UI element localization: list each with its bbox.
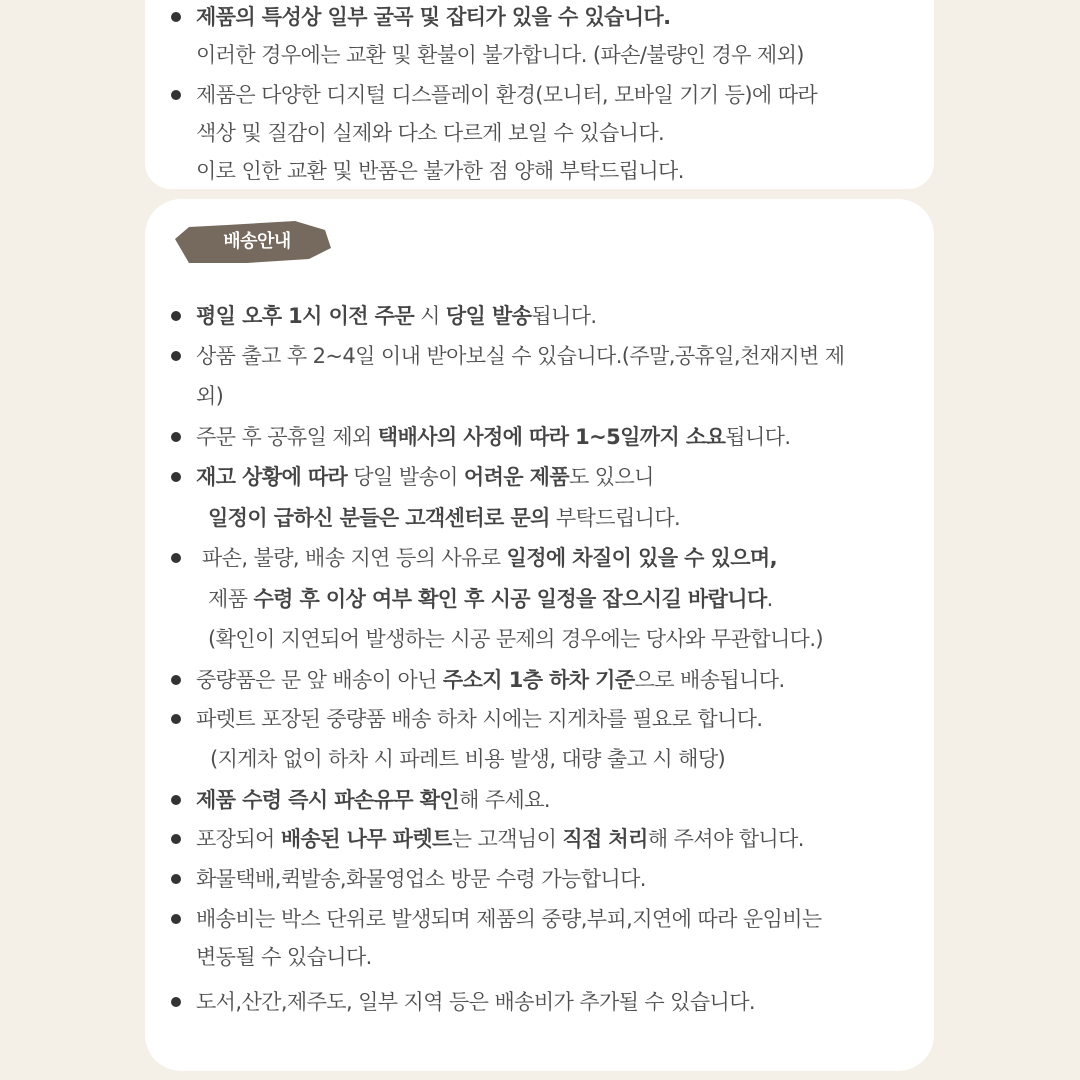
shipping-badge (175, 221, 331, 263)
bullet-icon (171, 553, 181, 563)
emphasis-text: 제품의 특성상 일부 굴곡 및 잡티가 있을 수 있습니다. (196, 5, 671, 29)
shipping-info-line (196, 383, 223, 409)
emphasis-text: 주소지 1층 하차 기준 (442, 668, 635, 692)
body-text: 됩니다. (725, 425, 791, 449)
shipping-info-line (196, 343, 844, 369)
shipping-info-line (196, 667, 785, 693)
bullet-icon (171, 795, 181, 805)
body-text: 제품 (208, 587, 254, 611)
emphasis-text: 제품 수령 즉시 파손유무 확인 (196, 788, 460, 812)
shipping-info-line (196, 826, 804, 852)
bullet-icon (171, 311, 181, 321)
bullet-icon (171, 472, 181, 482)
body-text: 시 (414, 304, 446, 328)
shipping-info-line (202, 545, 777, 571)
shipping-info-line (196, 906, 822, 932)
bullet-icon (171, 351, 181, 361)
body-text: 해 주셔야 합니다. (647, 827, 804, 851)
body-text: 색상 및 질감이 실제와 다소 다르게 보일 수 있습니다. (196, 121, 665, 145)
body-text: 화물택배,퀵발송,화물영업소 방문 수령 가능합니다. (196, 867, 646, 891)
shipping-info-line (196, 303, 596, 329)
bullet-icon (171, 675, 181, 685)
emphasis-text: 어려운 제품 (463, 465, 570, 489)
emphasis-text: 배송된 나무 파렛트 (280, 827, 452, 851)
shipping-info-line (196, 787, 550, 813)
body-text: . (766, 587, 773, 611)
shipping-info-line (196, 944, 372, 970)
body-text: 이로 인한 교환 및 반품은 불가한 점 양해 부탁드립니다. (196, 159, 684, 183)
bullet-icon (171, 12, 181, 22)
body-text: 변동될 수 있습니다. (196, 945, 372, 969)
shipping-info-line (208, 586, 773, 612)
bullet-icon (171, 834, 181, 844)
body-text: 도서,산간,제주도, 일부 지역 등은 배송비가 추가될 수 있습니다. (196, 990, 755, 1014)
emphasis-text: 택배사의 사정에 따라 1~5일까지 소요 (377, 425, 726, 449)
product-notice-line (196, 42, 804, 68)
body-text: 해 주세요. (459, 788, 550, 812)
body-text: 부탁드립니다. (549, 506, 681, 530)
body-text: 중량품은 문 앞 배송이 아닌 (196, 668, 443, 692)
shipping-badge-label: 배송안내 (223, 231, 291, 252)
body-text: 당일 발송이 (347, 465, 464, 489)
body-text: (지게차 없이 하차 시 파레트 비용 발생, 대량 출고 시 해당) (210, 747, 726, 771)
body-text: 파손, 불량, 배송 지연 등의 사유로 (202, 546, 507, 570)
product-notice-line (196, 82, 817, 108)
emphasis-text: 직접 처리 (562, 827, 648, 851)
body-text: 외) (196, 384, 224, 408)
body-text: (확인이 지연되어 발생하는 시공 문제의 경우에는 당사와 무관합니다.) (208, 627, 823, 651)
bullet-icon (171, 90, 181, 100)
emphasis-text: 당일 발송 (445, 304, 532, 328)
bullet-icon (171, 914, 181, 924)
body-text: 됩니다. (531, 304, 597, 328)
body-text: 도 있으니 (569, 465, 654, 489)
body-text: 포장되어 (196, 827, 281, 851)
emphasis-text: 재고 상황에 따라 (196, 465, 348, 489)
body-text: 상품 출고 후 2~4일 이내 받아보실 수 있습니다.(주말,공휴일,천재지변 제 (196, 344, 845, 368)
body-text: 으로 배송됩니다. (634, 668, 785, 692)
bullet-icon (171, 714, 181, 724)
emphasis-text: 수령 후 이상 여부 확인 후 시공 일정을 잡으시길 바랍니다 (253, 587, 767, 611)
shipping-info-line (196, 464, 654, 490)
shipping-info-line (208, 505, 680, 531)
shipping-info-line (196, 706, 763, 732)
body-text: 배송비는 박스 단위로 발생되며 제품의 중량,부피,지연에 따라 운임비는 (196, 907, 822, 931)
shipping-info-line (196, 424, 790, 450)
body-text: 는 고객님이 (451, 827, 563, 851)
shipping-info-line (196, 866, 646, 892)
product-notice-line (196, 4, 670, 30)
product-notice-line (196, 120, 664, 146)
body-text: 주문 후 공휴일 제외 (196, 425, 378, 449)
body-text: 제품은 다양한 디지털 디스플레이 환경(모니터, 모바일 기기 등)에 따라 (196, 83, 818, 107)
body-text: 이러한 경우에는 교환 및 환불이 불가합니다. (파손/불량인 경우 제외) (196, 43, 804, 67)
shipping-info-line (196, 989, 755, 1015)
emphasis-text: 평일 오후 1시 이전 주문 (196, 304, 415, 328)
bullet-icon (171, 432, 181, 442)
shipping-info-line (210, 746, 725, 772)
shipping-info-line (208, 626, 823, 652)
body-text: 파렛트 포장된 중량품 배송 하차 시에는 지게차를 필요로 합니다. (196, 707, 763, 731)
emphasis-text: 일정이 급하신 분들은 고객센터로 문의 (208, 506, 550, 530)
bullet-icon (171, 874, 181, 884)
product-notice-line (196, 158, 684, 184)
emphasis-text: 일정에 차질이 있을 수 있으며, (506, 546, 777, 570)
bullet-icon (171, 997, 181, 1007)
